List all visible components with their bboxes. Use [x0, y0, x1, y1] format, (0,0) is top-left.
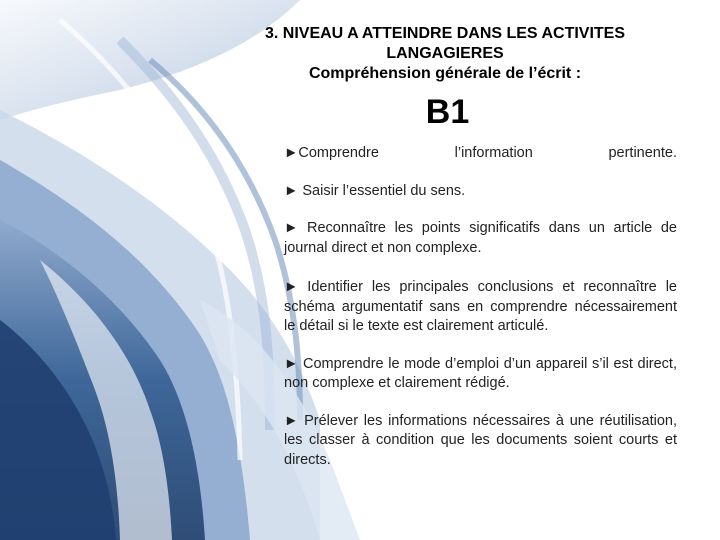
bullet-item-6: ► Prélever les informations nécessaires à une réutilisation, les classer à condition que les documents soient courts et directs.: [284, 412, 677, 468]
slide-title: [230, 24, 660, 84]
bullet-item-2: ► Saisir l’essentiel du sens.: [284, 182, 466, 199]
title-line-2: LANGAGIERES: [386, 45, 504, 62]
bullet-item-3: ► Reconnaître les points significatifs dans un article de journal direct et non complexe.: [284, 220, 677, 256]
bullet-list: [284, 144, 677, 470]
bullet-item-1: ►Comprendre l’information pertinente.: [284, 145, 677, 161]
level-code: B1: [425, 93, 470, 131]
bullet-item-4: ► Identifier les principales conclusions et reconnaître le schéma argumentatif sans en comprendre nécessairement le détail si le texte est clairement articulé.: [284, 279, 677, 334]
title-line-3: Compréhension générale de l’écrit :: [308, 65, 582, 82]
bullet-item-5: ► Comprendre le mode d’emploi d’un appareil s’il est direct, non complexe et clairement rédigé.: [284, 355, 677, 391]
title-line-1: 3. NIVEAU A ATTEINDRE DANS LES ACTIVITES: [264, 25, 626, 42]
